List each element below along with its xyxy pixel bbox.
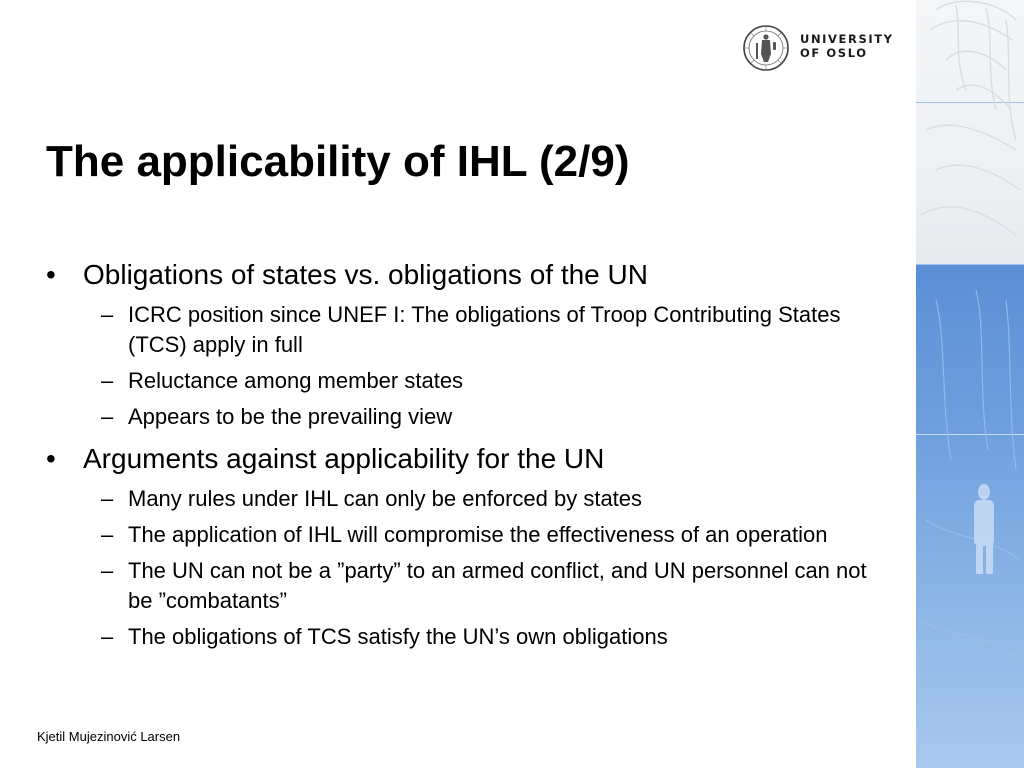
- university-logo: [742, 22, 902, 74]
- sub-bullet-text: The UN can not be a ”party” to an armed conflict, and UN personnel can not be ”combatants”: [128, 558, 867, 613]
- sub-bullet-item: [83, 484, 896, 514]
- decorative-figure-artwork: [916, 0, 1024, 768]
- bullet-item: [46, 256, 896, 432]
- sub-bullet-list: [83, 484, 896, 652]
- sub-bullet-list: [83, 300, 896, 432]
- university-seal-icon: [742, 24, 790, 72]
- university-name: [800, 32, 894, 60]
- decorative-side-band: [916, 0, 1024, 768]
- bullet-text: Arguments against applicability for the UN: [83, 443, 605, 474]
- slide-title: The applicability of IHL (2/9): [46, 137, 630, 186]
- bullet-marker: •: [46, 443, 56, 474]
- sub-bullet-item: [83, 622, 896, 652]
- dash-marker: –: [101, 624, 114, 649]
- sub-bullet-text: ICRC position since UNEF I: The obligations of Troop Contributing States (TCS) apply in full: [128, 302, 841, 357]
- dash-marker: –: [101, 486, 114, 511]
- dash-marker: –: [101, 302, 114, 327]
- sub-bullet-item: [83, 402, 896, 432]
- dash-marker: –: [101, 522, 114, 547]
- sub-bullet-text: Reluctance among member states: [128, 368, 464, 393]
- sub-bullet-text: The application of IHL will compromise the effectiveness of an operation: [128, 522, 828, 547]
- bullet-list: [46, 256, 896, 652]
- sub-bullet-text: The obligations of TCS satisfy the UN’s own obligations: [128, 624, 668, 649]
- sub-bullet-item: [83, 556, 896, 616]
- sub-bullet-text: Appears to be the prevailing view: [128, 404, 453, 429]
- sub-bullet-item: [83, 300, 896, 360]
- dash-marker: –: [101, 558, 114, 583]
- sub-bullet-text: Many rules under IHL can only be enforced by states: [128, 486, 643, 511]
- university-name-line2: OF OSLO: [800, 46, 868, 60]
- bullet-item: [46, 440, 896, 652]
- bullet-marker: •: [46, 259, 56, 290]
- sub-bullet-item: [83, 520, 896, 550]
- dash-marker: –: [101, 368, 114, 393]
- sub-bullet-item: [83, 366, 896, 396]
- bullet-text: Obligations of states vs. obligations of the UN: [83, 259, 648, 290]
- footer-author: Kjetil Mujezinović Larsen: [37, 729, 181, 744]
- slide-content: [46, 256, 896, 652]
- dash-marker: –: [101, 404, 114, 429]
- university-name-line1: UNIVERSITY: [800, 32, 894, 46]
